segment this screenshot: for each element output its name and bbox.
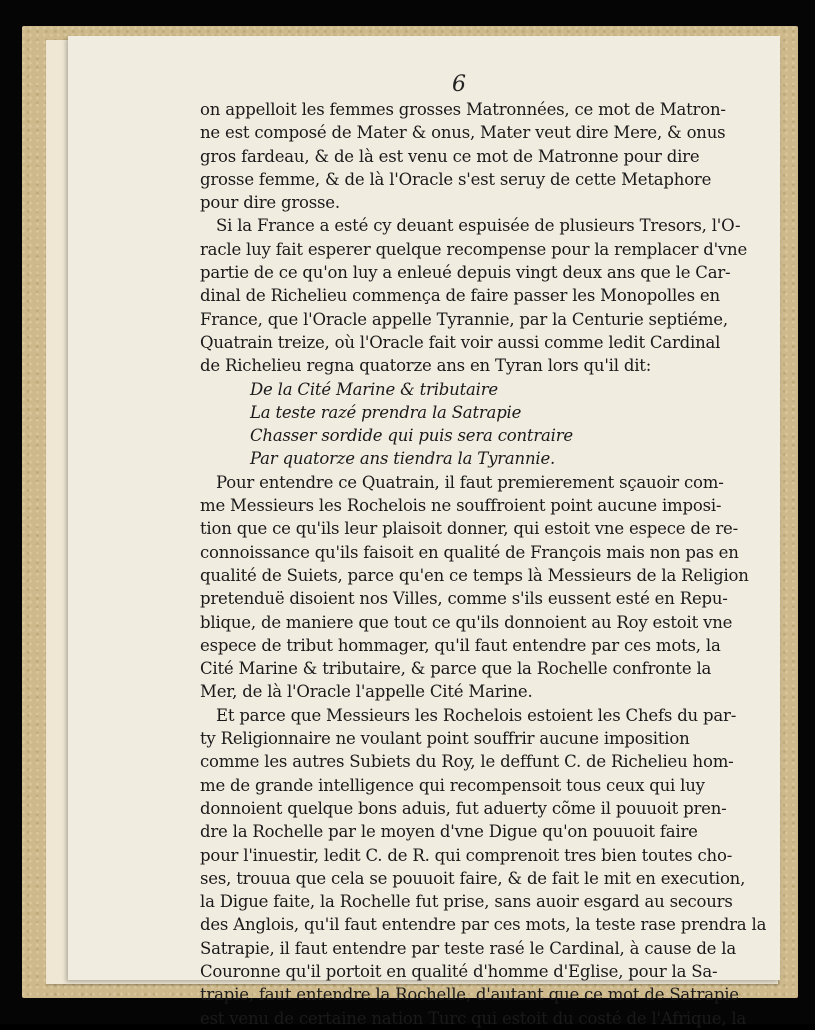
text-line: dinal de Richelieu commença de faire passer les Monopolles en	[200, 286, 720, 306]
verse-line: La teste razé prendra la Satrapie	[250, 402, 522, 422]
text-line: gros fardeau, & de là est venu ce mot de Matronne pour dire	[200, 146, 700, 166]
text-line: ne est composé de Mater & onus, Mater veut dire Mere, & onus	[200, 123, 726, 143]
text-line: pour dire grosse.	[200, 193, 340, 213]
text-line: me Messieurs les Rochelois ne souffroient point aucune imposi-	[200, 496, 722, 516]
text-line: Pour entendre ce Quatrain, il faut premierement sçauoir com-	[216, 472, 724, 492]
text-line: de Richelieu regna quatorze ans en Tyran lors qu'il dit:	[200, 356, 652, 376]
text-line: ses, trouua que cela se pouuoit faire, & de fait le mit en execution,	[200, 868, 746, 888]
text-line: Et parce que Messieurs les Rochelois estoient les Chefs du par-	[216, 705, 737, 725]
page-number: 6	[452, 72, 466, 97]
text-line: France, que l'Oracle appelle Tyrannie, par la Centurie septiéme,	[200, 309, 728, 329]
text-line: pretenduë disoient nos Villes, comme s'ils eussent esté en Repu-	[200, 589, 728, 609]
verse-line: De la Cité Marine & tributaire	[250, 379, 498, 399]
text-line: Si la France a esté cy deuant espuisée de plusieurs Tresors, l'O-	[216, 216, 741, 236]
page-text	[200, 98, 767, 1030]
text-line: Quatrain treize, où l'Oracle fait voir aussi comme ledit Cardinal	[200, 332, 721, 352]
text-line: des Anglois, qu'il faut entendre par ces mots, la teste rase prendra la	[200, 915, 767, 935]
text-line: blique, de maniere que tout ce qu'ils donnoient au Roy estoit vne	[200, 612, 733, 632]
text-line: qualité de Suiets, parce qu'en ce temps là Messieurs de la Religion	[200, 565, 749, 585]
text-line: trapie, faut entendre la Rochelle, d'autant que ce mot de Satrapie	[200, 985, 739, 1005]
text-line: tion que ce qu'ils leur plaisoit donner, qui estoit vne espece de re-	[200, 519, 738, 539]
text-line: on appelloit les femmes grosses Matronnées, ce mot de Matron-	[200, 100, 726, 119]
text-line: la Digue faite, la Rochelle fut prise, sans auoir esgard au secours	[200, 892, 733, 912]
text-line: partie de ce qu'on luy a enleué depuis vingt deux ans que le Car-	[200, 263, 731, 283]
text-line: espece de tribut hommager, qu'il faut entendre par ces mots, la	[200, 635, 721, 655]
text-line: dre la Rochelle par le moyen d'vne Digue qu'on pouuoit faire	[200, 822, 698, 842]
text-line: pour l'inuestir, ledit C. de R. qui comprenoit tres bien toutes cho-	[200, 845, 733, 865]
text-line: donnoient quelque bons aduis, fut aduerty cõme il pouuoit pren-	[200, 798, 727, 818]
text-line: grosse femme, & de là l'Oracle s'est seruy de cette Metaphore	[200, 169, 712, 189]
text-line: connoissance qu'ils faisoit en qualité de François mais non pas en	[200, 542, 739, 562]
verse-line: Par quatorze ans tiendra la Tyrannie.	[250, 449, 556, 469]
text-line: Mer, de là l'Oracle l'appelle Cité Marine.	[200, 682, 533, 702]
text-line: est venu de certaine nation Turc qui estoit du costé de l'Afrique, la	[200, 1008, 747, 1028]
text-line: comme les autres Subiets du Roy, le deffunt C. de Richelieu hom-	[200, 752, 734, 772]
text-line: ty Religionnaire ne voulant point souffrir aucune imposition	[200, 729, 690, 749]
text-line: Couronne qu'il portoit en qualité d'homme d'Eglise, pour la Sa-	[200, 961, 718, 981]
text-line: me de grande intelligence qui recompensoit tous ceux qui luy	[200, 775, 705, 795]
text-line: racle luy fait esperer quelque recompense pour la remplacer d'vne	[200, 239, 748, 259]
verse-line: Chasser sordide qui puis sera contraire	[250, 426, 573, 446]
text-line: Cité Marine & tributaire, & parce que la Rochelle confronte la	[200, 659, 712, 679]
text-line: Satrapie, il faut entendre par teste rasé le Cardinal, à cause de la	[200, 938, 737, 958]
